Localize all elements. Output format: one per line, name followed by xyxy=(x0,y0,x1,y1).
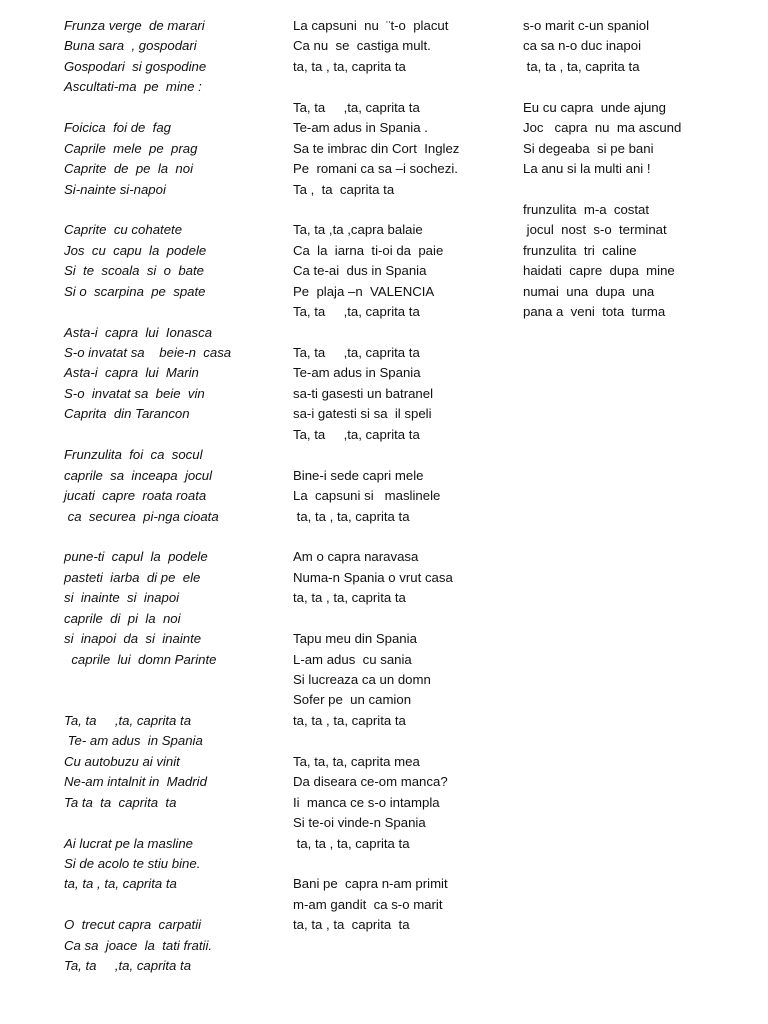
poem-line: Ii manca ce s-o intampla xyxy=(293,794,440,810)
poem-line: Si o scarpina pe spate xyxy=(64,283,206,299)
stanza-break xyxy=(64,895,274,915)
poem-line: ca securea pi-nga cioata xyxy=(64,508,219,524)
poem-line: Si lucreaza ca un domn xyxy=(293,672,431,687)
poem-line: Numa-n Spania o vrut casa xyxy=(293,569,453,585)
poem-line: Ne-am intalnit in Madrid xyxy=(64,774,207,790)
stanza-break xyxy=(64,690,274,710)
poem-line: Buna sara , gospodari xyxy=(64,38,197,54)
poem-line: Ta, ta ,ta, caprita ta xyxy=(64,712,192,728)
poem-line: Tapu meu din Spania xyxy=(293,631,417,647)
poem-line: m-am gandit ca s-o marit xyxy=(293,896,443,912)
poem-line: Te-am adus in Spania xyxy=(293,365,421,381)
stanza-break xyxy=(293,200,513,220)
stanza-break xyxy=(64,670,274,690)
stanza-break xyxy=(293,731,513,751)
poem-line: caprile di pi la noi xyxy=(64,610,181,626)
poem-line: sa-ti gasesti un batranel xyxy=(293,385,434,401)
poem-line: Gospodari si gospodine xyxy=(64,58,207,74)
stanza-break xyxy=(64,813,274,833)
stanza-break xyxy=(523,77,753,97)
poem-line: Sofer pe un camion xyxy=(293,692,412,708)
stanza-break xyxy=(64,302,274,322)
poem-line: haidati capre dupa mine xyxy=(523,263,675,279)
poem-line: La capsuni nu ¨t-o placut xyxy=(293,18,449,33)
poem-line: Cu autobuzu ai vinit xyxy=(64,753,180,769)
poem-line: sa-i gatesti si sa il speli xyxy=(293,406,432,422)
poem-line: ta, ta , ta, caprita ta xyxy=(293,508,410,524)
poem-line: ta, ta , ta, caprita ta xyxy=(293,58,406,74)
stanza-break xyxy=(64,98,274,118)
poem-line: Da diseara ce-om manca? xyxy=(293,774,448,790)
poem-line: Ta, ta ,ta ,capra balaie xyxy=(293,222,423,238)
poem-line: ta, ta , ta, caprita ta xyxy=(293,835,410,851)
poem-column-left xyxy=(64,16,274,977)
poem-line: Eu cu capra unde ajung xyxy=(523,99,666,115)
poem-line: L-am adus cu sania xyxy=(293,651,412,667)
poem-line: Si te-oi vinde-n Spania xyxy=(293,815,426,831)
poem-line: numai una dupa una xyxy=(523,283,655,299)
poem-line: jucati capre roata roata xyxy=(64,488,207,504)
poem-line: ta, ta , ta, caprita ta xyxy=(293,712,406,728)
stanza-break xyxy=(293,609,513,629)
poem-line: Ta, ta ,ta, caprita ta xyxy=(293,99,420,115)
poem-line: Ta, ta ,ta, caprita ta xyxy=(64,958,192,974)
poem-line: Sa te imbrac din Cort Inglez xyxy=(293,140,460,156)
poem-line: Si de acolo te stiu bine. xyxy=(64,855,201,871)
poem-line: Bani pe capra n-am primit xyxy=(293,876,448,892)
poem-line: Am o capra naravasa xyxy=(293,549,419,565)
poem-line: Caprile mele pe prag xyxy=(64,140,198,156)
poem-line: frunzulita tri caline xyxy=(523,242,637,258)
poem-line: Ai lucrat pe la masline xyxy=(64,835,194,851)
poem-line: Si degeaba si pe bani xyxy=(523,140,654,156)
poem-line: ca sa n-o duc inapoi xyxy=(523,38,642,54)
poem-line: pana a veni tota turma xyxy=(523,304,666,320)
poem-column-right xyxy=(523,16,753,323)
stanza-break xyxy=(293,527,513,547)
poem-line: ta, ta , ta caprita ta xyxy=(293,917,410,933)
poem-line: La capsuni si maslinele xyxy=(293,488,441,504)
poem-line: S-o invatat sa beie vin xyxy=(64,385,205,401)
poem-line: Foicica foi de fag xyxy=(64,120,172,136)
poem-line: Ca nu se castiga mult. xyxy=(293,38,431,54)
stanza-break xyxy=(293,854,513,874)
poem-line: Si-nainte si-napoi xyxy=(64,181,166,197)
poem-line: Ta , ta caprita ta xyxy=(293,181,395,197)
poem-line: Ca sa joace la tati fratii. xyxy=(64,937,213,953)
poem-line: caprile sa inceapa jocul xyxy=(64,467,213,483)
poem-line: pune-ti capul la podele xyxy=(64,549,208,565)
poem-line: Bine-i sede capri mele xyxy=(293,467,424,483)
poem-line: Ta, ta ,ta, caprita ta xyxy=(293,345,420,360)
poem-line: Caprita din Tarancon xyxy=(64,406,190,422)
stanza-break xyxy=(64,527,274,547)
poem-line: Asta-i capra lui Marin xyxy=(64,365,199,381)
poem-line: La anu si la multi ani ! xyxy=(523,161,651,177)
poem-line: si inainte si inapoi xyxy=(64,590,180,606)
poem-line: Te- am adus in Spania xyxy=(64,733,203,749)
poem-line: Ta, ta ,ta, caprita ta xyxy=(293,304,420,320)
stanza-break xyxy=(64,200,274,220)
poem-column-middle xyxy=(293,16,513,936)
poem-line: pasteti iarba di pe ele xyxy=(64,569,201,585)
poem-line: Pe romani ca sa –i sochezi. xyxy=(293,161,458,177)
poem-line: Jos cu capu la podele xyxy=(64,242,207,258)
poem-line: O trecut capra carpatii xyxy=(64,917,202,933)
poem-line: Te-am adus in Spania . xyxy=(293,120,428,136)
poem-line: frunzulita m-a costat xyxy=(523,201,650,217)
stanza-break xyxy=(293,445,513,465)
poem-line: Asta-i capra lui Ionasca xyxy=(64,324,213,340)
poem-line: Pe plaja –n VALENCIA xyxy=(293,283,435,299)
poem-line: Caprite cu cohatete xyxy=(64,222,183,238)
poem-line: Si te scoala si o bate xyxy=(64,263,205,279)
poem-line: ta, ta , ta, caprita ta xyxy=(64,876,177,892)
poem-line: Caprite de pe la noi xyxy=(64,161,194,177)
stanza-break xyxy=(64,425,274,445)
poem-line: si inapoi da si inainte xyxy=(64,631,202,647)
poem-line: Ta, ta ,ta, caprita ta xyxy=(293,426,420,442)
poem-line: Frunza verge de marari xyxy=(64,18,205,33)
poem-line: Ta ta ta caprita ta xyxy=(64,794,177,810)
poem-line: S-o invatat sa beie-n casa xyxy=(64,345,232,360)
stanza-break xyxy=(293,323,513,343)
poem-line: Ta, ta, ta, caprita mea xyxy=(293,753,420,769)
poem-line: Ascultati-ma pe mine : xyxy=(64,79,202,95)
poem-line: ta, ta , ta, caprita ta xyxy=(293,590,406,606)
poem-line: ta, ta , ta, caprita ta xyxy=(523,58,640,74)
poem-line: Joc capra nu ma ascund xyxy=(523,120,682,136)
stanza-break xyxy=(293,77,513,97)
poem-line: caprile lui domn Parinte xyxy=(64,651,217,667)
poem-line: jocul nost s-o terminat xyxy=(523,222,667,238)
poem-line: Ca te-ai dus in Spania xyxy=(293,263,427,279)
poem-line: s-o marit c-un spaniol xyxy=(523,18,650,33)
poem-line: Frunzulita foi ca socul xyxy=(64,447,203,463)
poem-line: Ca la iarna ti-oi da paie xyxy=(293,242,444,258)
stanza-break xyxy=(523,180,753,200)
